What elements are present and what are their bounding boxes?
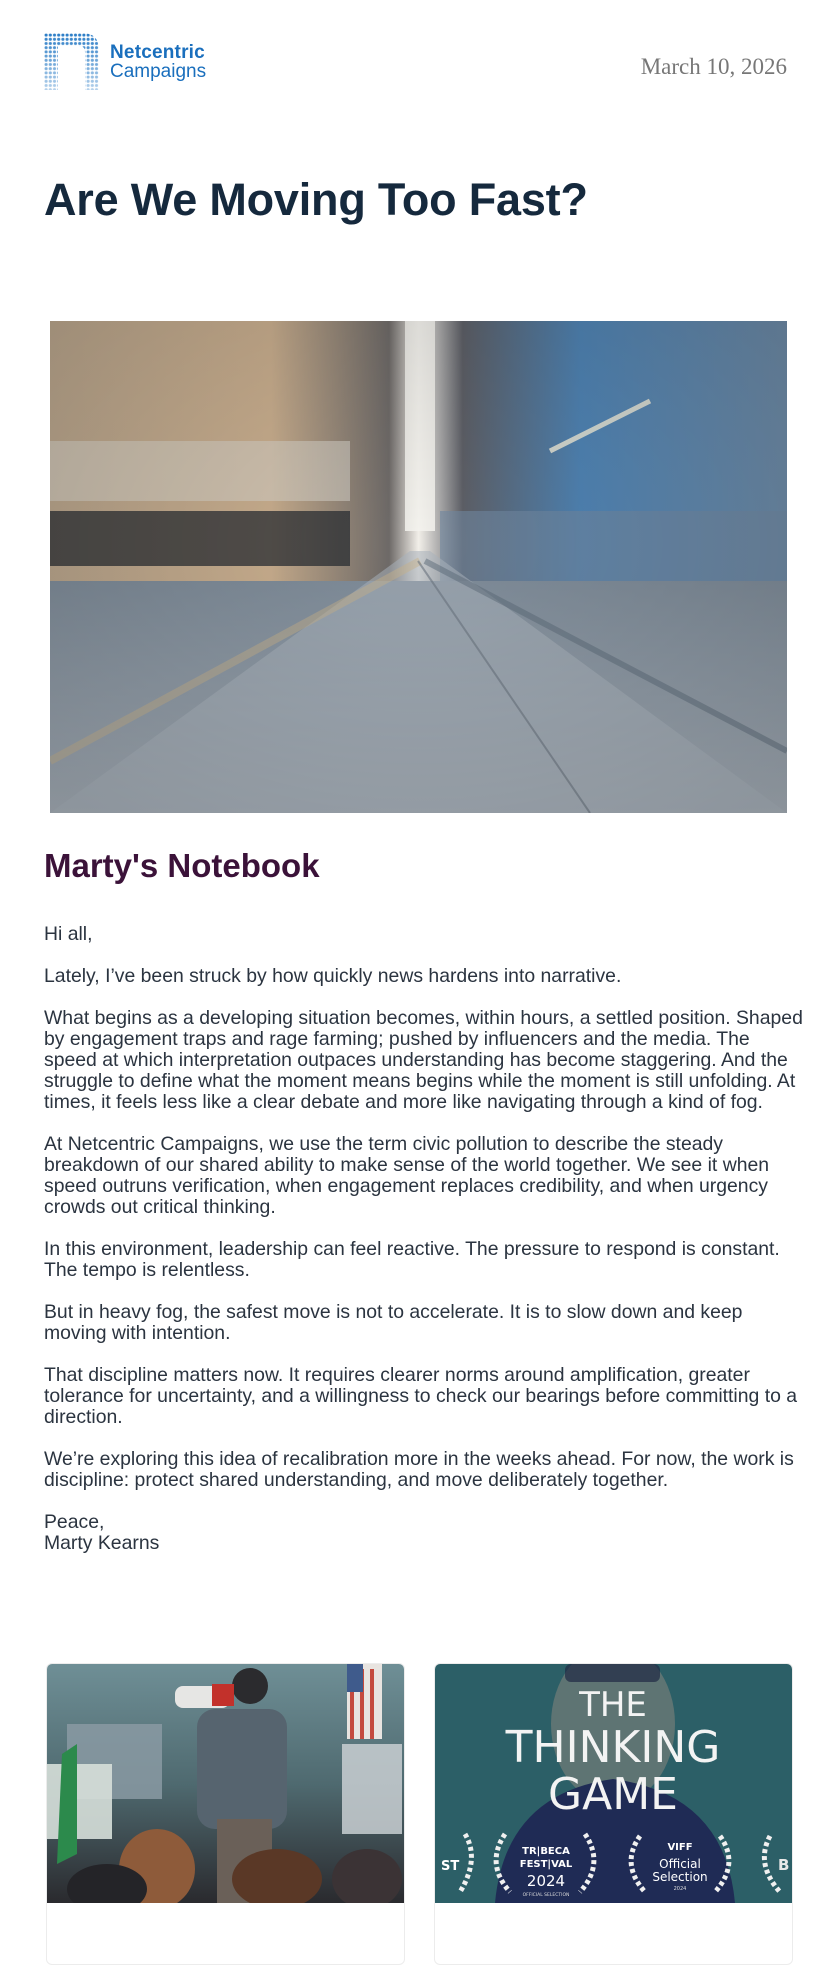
- logo-line-2: Campaigns: [110, 60, 207, 82]
- greeting: Hi all,: [44, 923, 93, 945]
- signature: Marty Kearns: [44, 1532, 160, 1554]
- laurel-1-year: 2024: [526, 1872, 566, 1890]
- paragraph: Lately, I’ve been struck by how quickly news hardens into narrative.: [44, 965, 622, 987]
- logo-line-1: Netcentric: [110, 41, 205, 63]
- paragraph: In this environment, leadership can feel reactive. The pressure to respond is constant. The tempo is relentless.: [44, 1238, 780, 1281]
- poster-title-line-2: THINKING: [505, 1722, 721, 1773]
- laurel-1-mid: FEST|VAL: [519, 1859, 573, 1870]
- notebook-section-title: Marty's Notebook: [44, 847, 320, 884]
- card-image-film-poster[interactable]: [435, 1664, 792, 1903]
- card-image-protest[interactable]: [47, 1664, 404, 1903]
- netcentric-logo[interactable]: [44, 33, 206, 90]
- netcentric-n-logo-icon: [44, 33, 99, 90]
- signoff: Peace,: [44, 1511, 105, 1533]
- laurel-1-bottom: OFFICIAL SELECTION: [522, 1893, 570, 1898]
- paragraph: What begins as a developing situation becomes, within hours, a settled position. Shaped by engagement traps and rage farming; pushed by influencers and the media. The speed at which interpretation outpaces understanding has become staggering. And the struggle to define what the moment means begins while the moment is still unfolding. At times, it feels less like a clear debate and more like navigating through a kind of fog.: [44, 1007, 803, 1113]
- edge-laurel-left: ST: [441, 1859, 460, 1874]
- issue-date: March 10, 2026: [640, 54, 787, 79]
- hero-image: [50, 321, 787, 813]
- laurel-1-top: TR|BECA: [522, 1846, 570, 1857]
- laurel-2-mid: Official: [659, 1857, 701, 1871]
- poster-title-line-3: GAME: [548, 1769, 678, 1820]
- paragraph: We’re exploring this idea of recalibration more in the weeks ahead. For now, the work is discipline: protect shared understanding, and move deliberately together.: [44, 1448, 794, 1491]
- newsletter-header: [0, 0, 839, 120]
- poster-title-line-1: THE: [579, 1685, 647, 1725]
- paragraph: That discipline matters now. It requires clearer norms around amplification, greater tolerance for uncertainty, and a willingness to check our bearings before committing to a direction.: [44, 1364, 798, 1428]
- notebook-body: [44, 924, 804, 1554]
- paragraph: At Netcentric Campaigns, we use the term civic pollution to describe the steady breakdown of our shared ability to make sense of the world together. We see it when speed outruns verification, when engagement replaces credibility, and when urgency crowds out critical thinking.: [44, 1133, 770, 1218]
- laurel-2-year: 2024: [673, 1886, 687, 1892]
- edge-laurel-right: B: [778, 1856, 790, 1874]
- laurel-2-mid2: Selection: [652, 1870, 708, 1884]
- paragraph: But in heavy fog, the safest move is not to accelerate. It is to slow down and keep moving with intention.: [44, 1301, 743, 1344]
- article-title: Are We Moving Too Fast?: [44, 174, 588, 225]
- laurel-2-top: VIFF: [667, 1842, 693, 1853]
